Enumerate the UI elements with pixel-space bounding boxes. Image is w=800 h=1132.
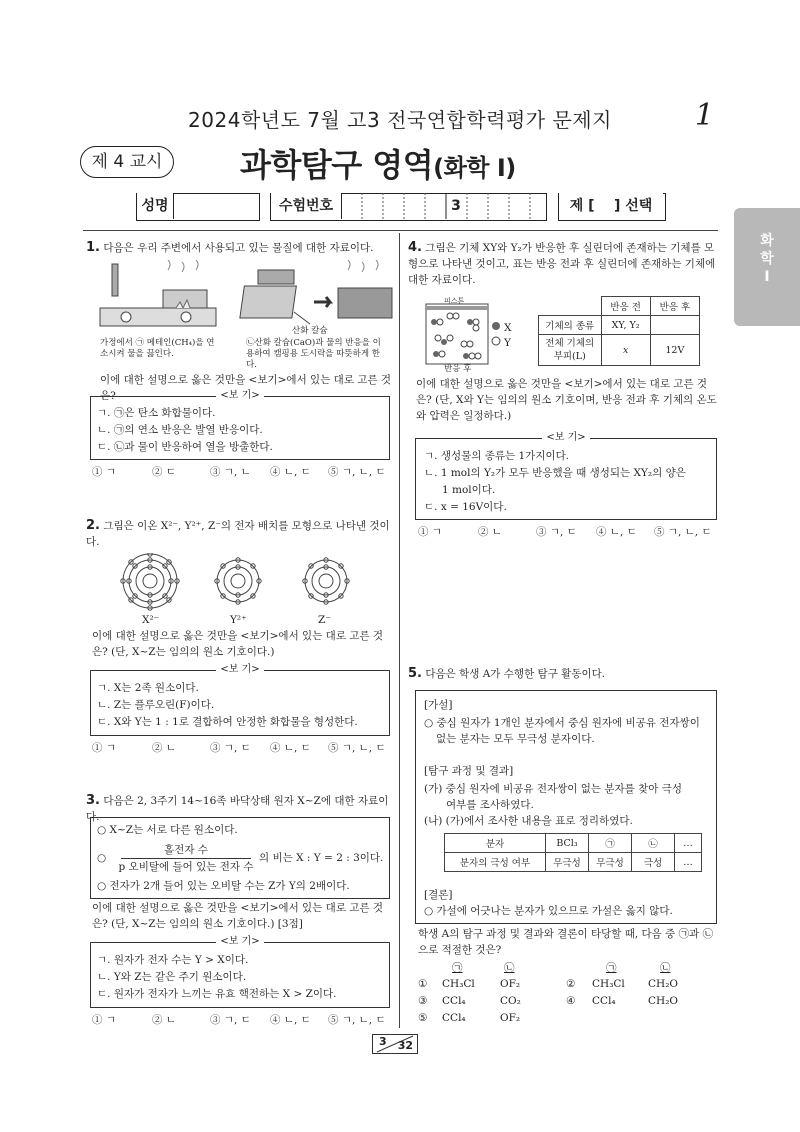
q1-stem: [86, 240, 392, 256]
q4-r1-0: 기체의 종류: [539, 316, 602, 335]
q5-ans-head-1a: ㉠: [452, 962, 463, 974]
q2-stem-text: 그림은 이온 X²⁻, Y²⁺, Z⁻의 전자 배치를 모형으로 나타낸 것이다.: [86, 520, 390, 548]
q5-table-row: [445, 834, 702, 853]
q4-table-row: [539, 316, 700, 335]
q5-hypothesis-2: 없는 분자는 모두 무극성 분자이다.: [436, 733, 595, 745]
q1-bogi-box: [90, 390, 390, 460]
q5-ans-head-1b: ㉡: [504, 962, 515, 974]
q3-fact-2-bullet: ○: [97, 852, 107, 864]
q4-r2-0: 전체 기체의 부피(L): [539, 335, 602, 366]
q2-bogi-title-text: <보 기>: [216, 664, 263, 675]
q4-bogi-2b: 1 mol이다.: [442, 484, 496, 496]
q2-bogi-box: [90, 664, 390, 736]
exam-no-cells: [341, 193, 545, 219]
q2-bogi-2: ㄴ. Z는 플루오린(F)이다.: [97, 699, 215, 711]
q5-answer-3[interactable]: [418, 993, 521, 1009]
footer-page-indicator: [372, 1034, 418, 1054]
q2-label-x: X²⁻: [142, 614, 160, 626]
q2-stem: [86, 518, 392, 550]
q5-ask: 학생 A의 탐구 과정 및 결과와 결론이 타당할 때, 다음 중 ㉠과 ㉡으로 적절한 것은?: [418, 928, 714, 956]
q1-choice-3[interactable]: ③ ㄱ, ㄴ: [210, 466, 251, 478]
q1-choice-5[interactable]: ⑤ ㄱ, ㄴ, ㄷ: [328, 466, 386, 478]
q4-ask: 이에 대한 설명으로 옳은 것만을 <보기>에서 있는 대로 고른 것은? (단, X와 Y는 임의의 원소 기호이며, 반응 전과 후 기체의 온도와 압력은 일정하다.): [416, 378, 717, 422]
q2-choice-1[interactable]: ① ㄱ: [92, 742, 116, 754]
q3-facts-box: [90, 817, 390, 899]
q4-legend-x: X: [504, 322, 512, 334]
subject-side-tab: [734, 208, 800, 326]
q5-conclusion-label: [결론]: [424, 889, 453, 901]
q4-choice-1[interactable]: ① ㄱ: [418, 526, 442, 538]
q2-ask: 이에 대한 설명으로 옳은 것만을 <보기>에서 있는 대로 고른 것은? (단, X~Z는 임의의 원소 기호이다.): [92, 630, 384, 658]
q3-bogi-title: [91, 935, 389, 949]
q2-bogi-3: ㄷ. X와 Y는 1 : 1로 결합하여 안정한 화합물을 형성한다.: [97, 716, 358, 728]
q3-bogi-3: ㄷ. 원자가 전자가 느끼는 유효 핵전하는 X > Z이다.: [97, 988, 337, 1000]
q4-th-0: [539, 297, 602, 316]
name-label: 성명: [137, 193, 174, 219]
q4-number: 4.: [408, 240, 422, 255]
subject-name: 과학탐구 영역: [240, 146, 434, 184]
q5-hypothesis-label: [가설]: [424, 699, 453, 711]
q4-bogi-title: [416, 431, 716, 445]
q5-process-1: (가) 중심 원자에 비공유 전자쌍이 없는 분자를 찾아 극성: [424, 783, 683, 795]
q3-fact-1: ○ X~Z는 서로 다른 원소이다.: [97, 824, 238, 836]
q5-process-label: [탐구 과정 및 결과]: [424, 765, 514, 777]
q1-bogi-title: [91, 389, 389, 403]
q5-table-row: [445, 853, 702, 872]
q4-table: [538, 296, 700, 366]
q5-a3-x: CCl₄: [442, 995, 466, 1007]
session-badge: 제 4 교시: [80, 146, 174, 178]
q2-label-y: Y²⁺: [230, 614, 247, 626]
q2-choices: [92, 740, 386, 755]
q3-stem-text: 다음은 2, 3주기 14~16족 바닥상태 원자 X~Z에 대한 자료이다.: [86, 795, 389, 823]
q5-a2-y: CH₂O: [648, 978, 679, 990]
q5-activity-box: [415, 690, 717, 924]
q3-choice-3[interactable]: ③ ㄱ, ㄷ: [210, 1014, 251, 1026]
q4-r2-1: x: [601, 335, 650, 366]
q2-ion-models: [120, 553, 360, 611]
q5-t2-4: …: [675, 853, 702, 872]
y-ion-model: [215, 558, 261, 604]
q3-fraction: [111, 842, 261, 875]
q1-choices: [92, 464, 386, 479]
q5-answer-4[interactable]: [566, 993, 678, 1009]
q3-choices: [92, 1012, 386, 1027]
q5-t1-2: ㉠: [589, 834, 632, 853]
q3-ask: 이에 대한 설명으로 옳은 것만을 <보기>에서 있는 대로 고른 것은? (단, X~Z는 임의의 원소 기호이다.) [3점]: [92, 902, 384, 930]
z-ion-model: [303, 558, 349, 604]
q4-bogi-3: ㄷ. x = 16V이다.: [424, 501, 507, 513]
q4-choice-3[interactable]: ③ ㄱ, ㄷ: [536, 526, 577, 538]
q5-a5-num: ⑤: [418, 1012, 428, 1024]
q5-a4-y: CH₂O: [648, 995, 679, 1007]
q5-stem: [408, 666, 718, 682]
q5-conclusion: ○ 가설에 어긋나는 분자가 있으므로 가설은 옳지 않다.: [424, 905, 673, 917]
q1-bogi-2: ㄴ. ㉠의 연소 반응은 발열 반응이다.: [97, 424, 263, 436]
q5-a2-num: ②: [566, 978, 576, 990]
q5-a1-y: OF₂: [500, 978, 521, 990]
q1-bogi-title-text: <보 기>: [216, 390, 263, 401]
q3-choice-1[interactable]: ① ㄱ: [92, 1014, 116, 1026]
q2-number: 2.: [86, 518, 100, 533]
q4-choice-2[interactable]: ② ㄴ: [478, 526, 502, 538]
subject-sub: (화학 Ⅰ): [433, 154, 516, 182]
q5-t1-1: BCl₃: [546, 834, 589, 853]
q2-choice-5[interactable]: ⑤ ㄱ, ㄴ, ㄷ: [328, 742, 386, 754]
q5-a2-x: CH₃Cl: [592, 978, 625, 990]
q5-t2-2: 무극성: [589, 853, 632, 872]
header-rule: [83, 230, 718, 231]
q2-choice-4[interactable]: ④ ㄴ, ㄷ: [270, 742, 311, 754]
q5-process-3: (나) (가)에서 조사한 내용을 표로 정리하였다.: [424, 815, 633, 827]
q4-r1-1: XY, Y₂: [601, 316, 650, 335]
q5-ans-head-2b: ㉡: [660, 962, 671, 974]
q1-choice-1[interactable]: ① ㄱ: [92, 466, 116, 478]
q5-answer-2[interactable]: [566, 976, 678, 992]
q2-choice-2[interactable]: ② ㄴ: [152, 742, 176, 754]
q1-illustration: [98, 260, 398, 336]
choice-label: 제 [ ] 선택: [559, 193, 663, 219]
q4-after-label: 반응 후: [444, 364, 472, 374]
exam-title: 2024학년도 7월 고3 전국연합학력평가 문제지: [188, 108, 612, 132]
tab-char-2: 학: [760, 251, 774, 267]
q3-fact-3: ○ 전자가 2개 들어 있는 오비탈 수는 Z가 Y의 2배이다.: [97, 880, 350, 892]
q1-choice-2[interactable]: ② ㄷ: [152, 466, 176, 478]
exam-no-label: 수험번호: [271, 193, 342, 219]
column-divider: [399, 233, 400, 1028]
q4-table-row: [539, 335, 700, 366]
q4-choice-4[interactable]: ④ ㄴ, ㄷ: [596, 526, 637, 538]
q3-frac-den: p 오비탈에 들어 있는 전자 수: [118, 861, 254, 873]
q5-table: [444, 833, 702, 872]
q4-choices: [418, 524, 712, 539]
q4-r2-2: 12V: [650, 335, 699, 366]
q4-th-2: 반응 후: [650, 297, 699, 316]
q1-caption-right: ㉡산화 칼슘(CaO)과 물의 반응을 이용하여 캠핑용 도시락을 따뜻하게 한다.: [246, 338, 381, 370]
exam-no-grid: [341, 193, 545, 219]
q3-choice-2[interactable]: ② ㄴ: [152, 1014, 176, 1026]
q5-a1-num: ①: [418, 978, 428, 990]
q2-choice-3[interactable]: ③ ㄱ, ㄷ: [210, 742, 251, 754]
tab-char-1: 화: [760, 233, 774, 249]
q5-a3-num: ③: [418, 995, 428, 1007]
q3-bogi-1: ㄱ. 원자가 전자 수는 Y > X이다.: [97, 954, 249, 966]
footer-page: 3: [379, 1035, 387, 1048]
q4-legend-y: Y: [504, 337, 511, 349]
q5-a3-y: CO₂: [500, 995, 521, 1007]
q3-choice-4[interactable]: ④ ㄴ, ㄷ: [270, 1014, 311, 1026]
q3-bogi-title-text: <보 기>: [216, 936, 263, 947]
q4-cylinder: [424, 296, 536, 368]
q4-bogi-1: ㄱ. 생성물의 종류는 1가지이다.: [424, 450, 570, 462]
q1-caption-left: 가정에서 ㉠ 메테인(CH₄)을 연소시켜 물을 끓인다.: [100, 338, 215, 359]
q3-frac-num: 홀전자 수: [121, 842, 251, 859]
subject-title: [240, 140, 516, 186]
q5-a4-num: ④: [566, 995, 576, 1007]
q4-r1-2: [650, 316, 699, 335]
q4-bogi-box: [415, 432, 717, 520]
footer-total: 32: [397, 1039, 413, 1052]
q4-bogi-2: ㄴ. 1 mol의 Y₂가 모두 반응했을 때 생성되는 XY₂의 양은: [424, 467, 686, 479]
q5-a1-x: CH₃Cl: [442, 978, 475, 990]
q5-t1-3: ㉡: [632, 834, 675, 853]
q5-answer-1[interactable]: [418, 976, 520, 992]
page-number: 1: [694, 98, 714, 133]
q2-bogi-1: ㄱ. X는 2족 원소이다.: [97, 682, 199, 694]
q5-a5-x: CCl₄: [442, 1012, 466, 1024]
q2-bogi-title: [91, 663, 389, 677]
q4-stem-text: 그림은 기체 XY와 Y₂가 반응한 후 실린더에 존재하는 기체를 모형으로 나타낸 것이고, 표는 반응 전과 후 실린더에 존재하는 기체에 대한 자료이다.: [408, 242, 716, 286]
q4-stem: [408, 240, 718, 288]
q3-bogi-2: ㄴ. Y와 Z는 같은 주기 원소이다.: [97, 971, 247, 983]
q1-stem-text: 다음은 우리 주변에서 사용되고 있는 물질에 대한 자료이다.: [103, 242, 374, 254]
q4-th-1: 반응 전: [601, 297, 650, 316]
q4-piston-label: 피스톤: [444, 297, 465, 305]
q1-bogi-3: ㄷ. ㉡과 물이 반응하여 열을 방출한다.: [97, 441, 273, 453]
q5-ans-head-2a: ㉠: [606, 962, 617, 974]
q5-t1-0: 분자: [445, 834, 546, 853]
q1-choice-4[interactable]: ④ ㄴ, ㄷ: [270, 466, 311, 478]
q5-answer-5[interactable]: [418, 1010, 520, 1026]
q5-t2-3: 극성: [632, 853, 675, 872]
q5-a5-y: OF₂: [500, 1012, 521, 1024]
q5-stem-text: 다음은 학생 A가 수행한 탐구 활동이다.: [425, 668, 606, 680]
exam-no-digit: 3: [451, 198, 461, 214]
x-ion-model: [121, 553, 179, 610]
q3-number: 3.: [86, 793, 100, 808]
q1-number: 1.: [86, 240, 100, 255]
q2-label-z: Z⁻: [318, 614, 331, 626]
q1-cao-label: 산화 칼슘: [292, 326, 328, 336]
q5-t2-1: 무극성: [546, 853, 589, 872]
q3-frac-tail: 의 비는 X : Y = 2 : 3이다.: [259, 852, 384, 864]
q5-a4-x: CCl₄: [592, 995, 616, 1007]
q4-table-head: [539, 297, 700, 316]
q4-bogi-title-text: <보 기>: [542, 432, 589, 443]
q5-process-2: 여부를 조사하였다.: [446, 799, 534, 811]
q5-hypothesis-1: ○ 중심 원자가 1개인 분자에서 중심 원자에 비공유 전자쌍이: [424, 717, 700, 729]
q3-bogi-box: [90, 936, 390, 1008]
q1-bogi-1: ㄱ. ㉠은 탄소 화합물이다.: [97, 407, 216, 419]
tab-char-3: Ⅰ: [764, 269, 770, 285]
q4-choice-5[interactable]: ⑤ ㄱ, ㄴ, ㄷ: [654, 526, 712, 538]
q3-choice-5[interactable]: ⑤ ㄱ, ㄴ, ㄷ: [328, 1014, 386, 1026]
q5-t2-0: 분자의 극성 여부: [445, 853, 546, 872]
q5-t1-4: …: [675, 834, 702, 853]
q1-ask: 이에 대한 설명으로 옳은 것만을 <보기>에서 있는 대로 고른 것은?: [100, 374, 392, 402]
q5-number: 5.: [408, 666, 422, 681]
